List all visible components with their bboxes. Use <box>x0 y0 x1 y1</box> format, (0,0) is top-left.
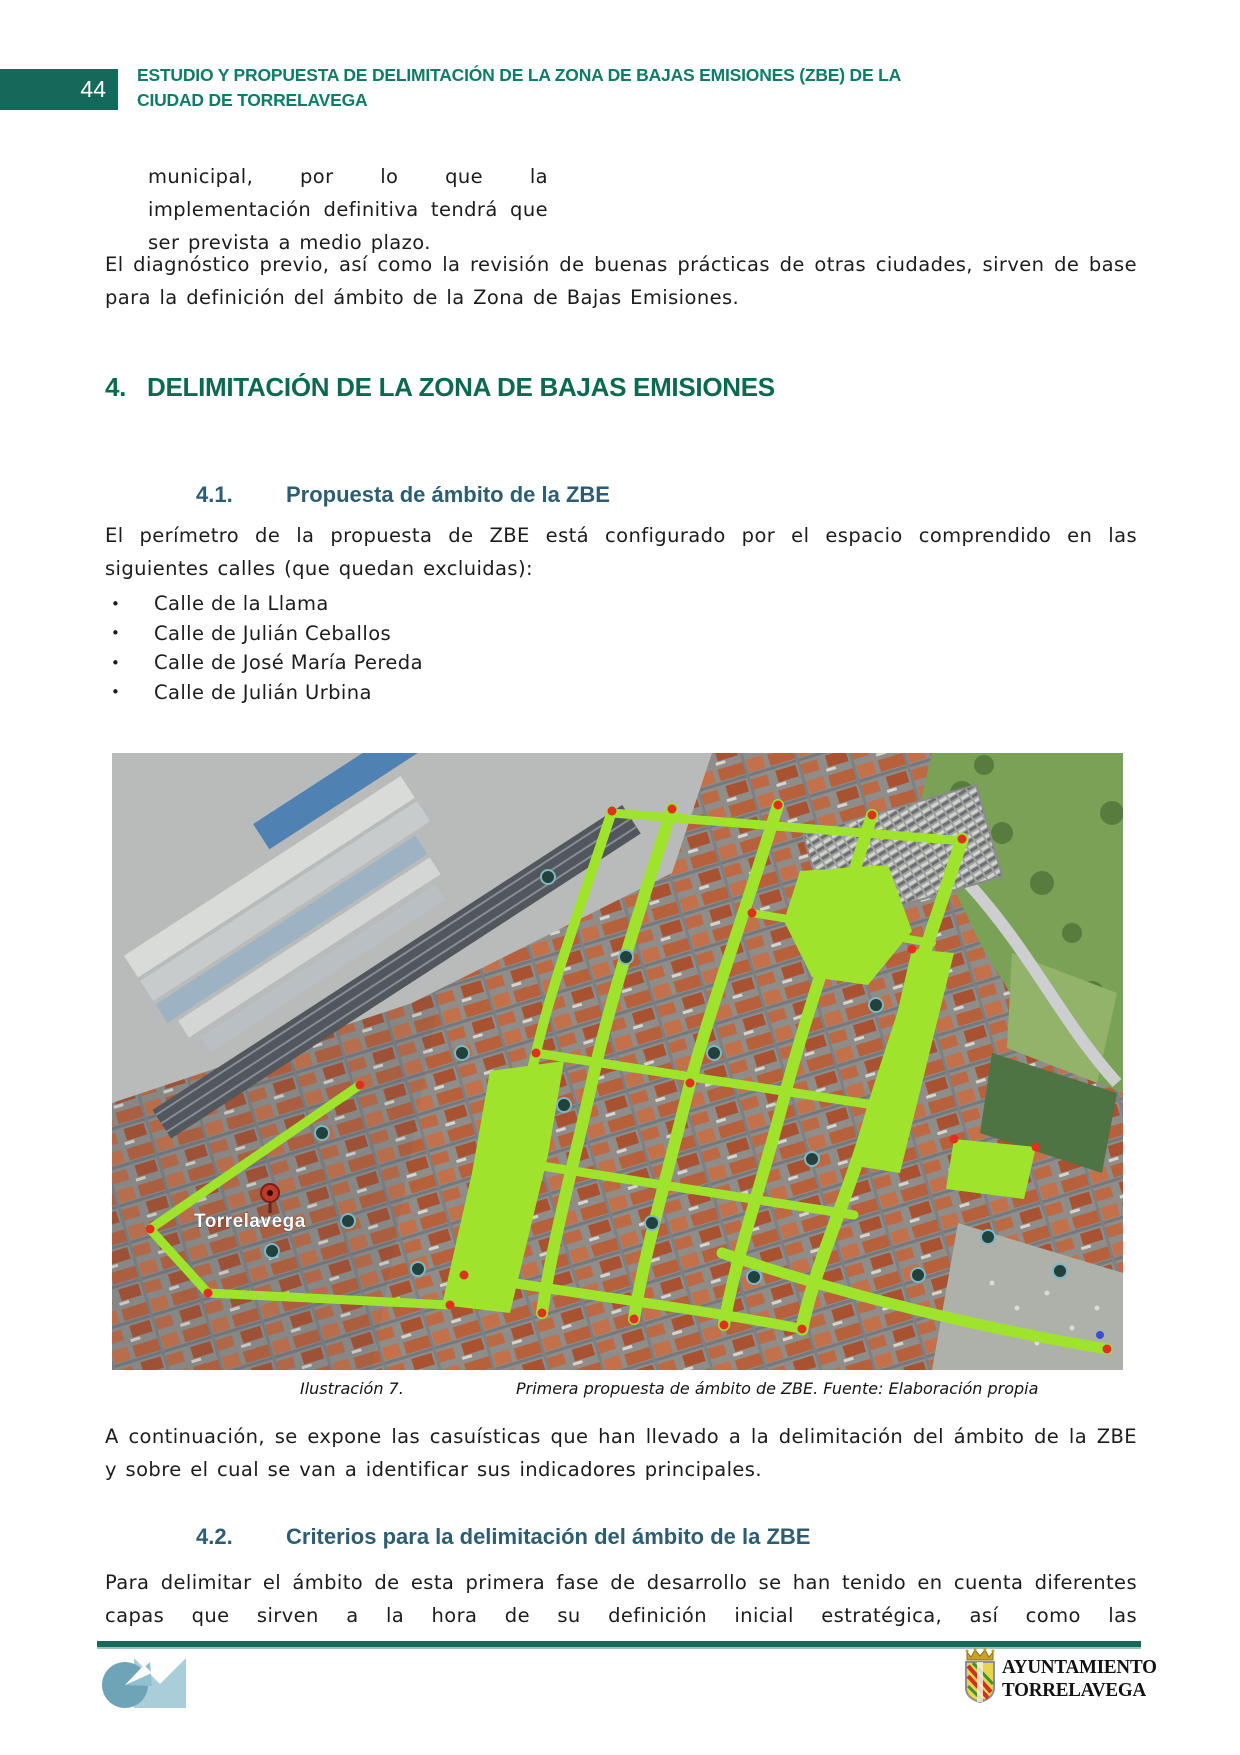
subsection-heading-42 <box>196 1524 810 1550</box>
list-item <box>105 648 805 678</box>
aerial-map <box>112 753 1123 1370</box>
section-number: 4. <box>105 372 127 402</box>
street-name: Calle de Julián Urbina <box>154 680 372 704</box>
municipality-name <box>1002 1656 1157 1702</box>
subsection-number: 4.2. <box>196 1524 233 1549</box>
paragraph-criterios: Para delimitar el ámbito de esta primera fase de desarrollo se han tenido en cuenta diferentes capas que sirven a la hora de su definición inicial estratégica, así como las <box>105 1571 1137 1627</box>
municipality-crest-icon <box>961 1648 999 1704</box>
header-title <box>137 63 957 113</box>
municipality-line1: AYUNTAMIENTO <box>1002 1656 1157 1678</box>
subsection-number: 4.1. <box>196 482 233 507</box>
paragraph-diagnostico: El diagnóstico previo, así como la revisión de buenas prácticas de otras ciudades, sirven de base para la definición del ámbito de la Zona de Bajas Emisiones. <box>105 253 1137 309</box>
subsection-heading-41 <box>196 482 610 508</box>
figure-caption <box>0 1379 1240 1403</box>
map-figure <box>112 753 1123 1370</box>
list-item <box>105 678 805 708</box>
street-name: Calle de Julián Ceballos <box>154 621 392 645</box>
section-title: DELIMITACIÓN DE LA ZONA DE BAJAS EMISIONES <box>147 372 775 402</box>
page-number-band <box>0 69 118 110</box>
municipality-line2: TORRELAVEGA <box>1002 1679 1146 1701</box>
page-number: 44 <box>80 76 106 102</box>
section-heading-4 <box>105 372 775 403</box>
subsection-title: Criterios para la delimitación del ámbito de la ZBE <box>286 1524 811 1549</box>
list-item <box>105 589 805 619</box>
bullet-icon: • <box>111 624 121 643</box>
header-title-line2: CIUDAD DE TORRELAVEGA <box>137 90 368 110</box>
list-item <box>105 619 805 649</box>
subsection-title: Propuesta de ámbito de la ZBE <box>286 482 610 507</box>
paragraph-perimetro: El perímetro de la propuesta de ZBE está configurado por el espacio comprendido en las siguientes calles (que quedan excluidas): <box>105 524 1137 580</box>
consultant-logo <box>100 1658 188 1710</box>
intro-paragraph: municipal, por lo que la implementación definitiva tendrá que ser prevista a medio plazo. <box>148 165 548 254</box>
street-name: Calle de José María Pereda <box>154 651 423 675</box>
bullet-icon: • <box>111 683 121 702</box>
caption-label: Ilustración 7. <box>300 1379 404 1398</box>
bullet-icon: • <box>111 653 121 672</box>
caption-text: Primera propuesta de ámbito de ZBE. Fuente: Elaboración propia <box>516 1379 1039 1398</box>
header-title-line1: ESTUDIO Y PROPUESTA DE DELIMITACIÓN DE LA ZONA DE BAJAS EMISIONES (ZBE) DE LA <box>137 65 902 85</box>
map-label: Torrelavega <box>194 1211 306 1232</box>
bullet-icon: • <box>111 594 121 613</box>
paragraph-continuacion: A continuación, se expone las casuísticas que han llevado a la delimitación del ámbito de la ZBE y sobre el cual se van a identificar sus indicadores principales. <box>105 1425 1137 1481</box>
street-name: Calle de la Llama <box>154 592 329 616</box>
map-blue-dot <box>1096 1331 1104 1339</box>
street-list <box>105 589 805 707</box>
